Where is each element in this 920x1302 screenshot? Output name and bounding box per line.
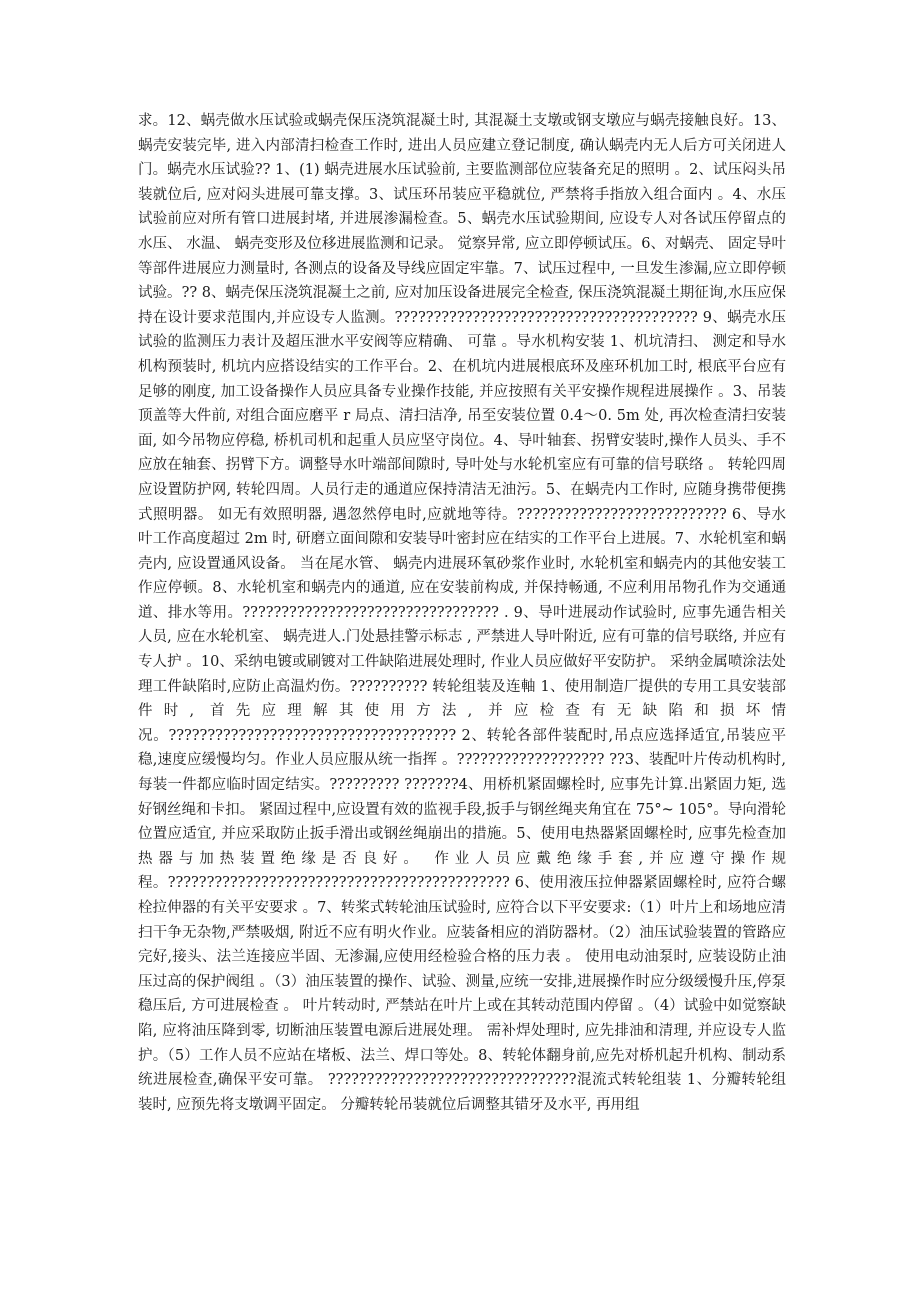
- document-body: [138, 109, 786, 1117]
- body-paragraph: 求。12、蜗壳做水压试验或蜗壳保压浇筑混凝土时, 其混凝土支墩或钢支墩应与蜗壳接触良好。13、蜗壳安装完毕, 进入内部清扫检查工作时, 进出人员应建立登记制度, 确认蜗壳内无人后方可关闭进人门。蜗壳水压试验?? 1、(1) 蜗壳进展水压试验前, 主要监测部位应装备充足的照明 。2、试压闷头吊装就位后, 应对闷头进展可靠支撑。3、试压环吊装应平稳就位, 严禁将手指放入组合面内 。4、水压试验前应对所有管口进展封堵, 并进展渗漏检查。5、蜗壳水压试验期间, 应设专人对各试压停留点的水压、 水温、 蜗壳变形及位移进展监测和记录。 觉察异常, 应立即停顿试压。6、对蜗壳、 固定导叶等部件进展应力测量时, 各测点的设备及导线应固定牢靠。7、试压过程中, 一旦发生渗漏,应立即停顿试验。?? 8、蜗壳保压浇筑混凝土之前, 应对加压设备进展完全检查, 保压浇筑混凝土期征询,水压应保持在设计要求范围内,并应设专人监测。??????????????????????????????????????? 9、蜗壳水压试验的监测压力表计及超压泄水平安阀等应精确、 可靠 。导水机构安装 1、机坑清扫、 测定和导水机构预装时, 机坑内应搭设结实的工作平台。2、在机坑内进展根底环及座环机加工时, 根底平台应有足够的刚度, 加工设备操作人员应具备专业操作技能, 并应按照有关平安操作规程进展操作 。3、吊装顶盖等大件前, 对组合面应磨平 r 局点、清扫洁净, 吊至安装位置 0.4～0. 5m 处, 再次检查清扫安装面, 如今吊物应停稳, 桥机司机和起重人员应坚守岗位。4、导叶轴套、拐臂安装时,操作人员头、手不应放在轴套、拐臂下方。调整导水叶端部间隙时, 导叶处与水轮机室应有可靠的信号联络 。 转轮四周应设置防护网, 转轮四周。人员行走的通道应保持清洁无油污。5、在蜗壳内工作时, 应随身携带便携式照明器。 如无有效照明器, 遇忽然停电时,应就地等待。??????????????????????????? 6、导水叶工作高度超过 2m 时, 研磨立面间隙和安装导叶密封应在结实的工作平台上进展。7、水轮机室和蜗壳内, 应设置通风设备。 当在尾水管、 蜗壳内进展环氧砂浆作业时, 水轮机室和蜗壳内的其他安装工作应停顿。8、水轮机室和蜗壳内的通道, 应在安装前构成, 并保持畅通, 不应利用吊物孔作为交通通道、排水等用。????????????????????????????????? . 9、导叶进展动作试验时, 应事先通告相关人员, 应在水轮机室、 蜗壳进人.门处悬挂警示标志 , 严禁进人导叶附近, 应有可靠的信号联络, 并应有专人护 。10、采纳电镀或刷镀对工件缺陷进展处理时, 作业人员应做好平安防护。 采纳金属喷涂法处理工件缺陷时,应防止高温灼伤。?????????? 转轮组装及连軸 1、使用制造厂提供的专用工具安装部件时, 首先应理解其使用方法, 并应检查有无缺陷和损坏情况。????????????????????????????????????? 2、转轮各部件装配时,吊点应选择适宜,吊装应平稳,速度应缓慢均匀。作业人员应服从统一指挥 。??????????????????? ??3、装配叶片传动机构时, 每装一件都应临时固定结实。????????? ???????4、用桥机紧固螺栓时, 应事先计算.出紧固力矩, 选好钢丝绳和卡扣。 紧固过程中,应设置有效的监视手段,扳手与钢丝绳夹角宜在 75°~ 105°。导向滑轮位置应适宜, 并应采取防止扳手滑出或钢丝绳崩出的措施。5、使用电热器紧固螺栓时, 应事先检查加热器与加热装置绝缘是否良好。 作业人员应戴绝缘手套,并应遵守操作规程。???????????????????????????????????????????? 6、使用液压拉伸器紧固螺栓时, 应符合螺栓拉伸器的有关平安要求 。7、转桨式转轮油压试验时, 应符合以下平安要求:（1）叶片上和场地应清扫干争无杂物,严禁吸烟, 附近不应有明火作业。应装备相应的消防器材。（2）油压试验装置的管路应完好,接头、法兰连接应半固、无渗漏,应使用经检验合格的压力表 。 使用电动油泵时, 应装设防止油压过高的保护阀组 。（3）油压装置的操作、试验、测量,应统一安排,进展操作时应分级缓慢升压,停泵稳压后, 方可进展检查 。 叶片转动时, 严禁站在叶片上或在其转动范围内停留 。（4）试验中如觉察缺陷, 应将油压降到零, 切断油压装置电源后进展处理。 需补焊处理时, 应先排油和清理, 并应设专人监护。（5）工作人员不应站在堵板、法兰、焊口等处。8、转轮体翻身前,应先对桥机起升机构、制动系统进展检查,确保平安可靠。 ????????????????????????????????混流式转轮组装 1、分瓣转轮组装时, 应预先将支墩调平固定。 分瓣转轮吊装就位后调整其错牙及水平, 再用组: [138, 113, 786, 1113]
